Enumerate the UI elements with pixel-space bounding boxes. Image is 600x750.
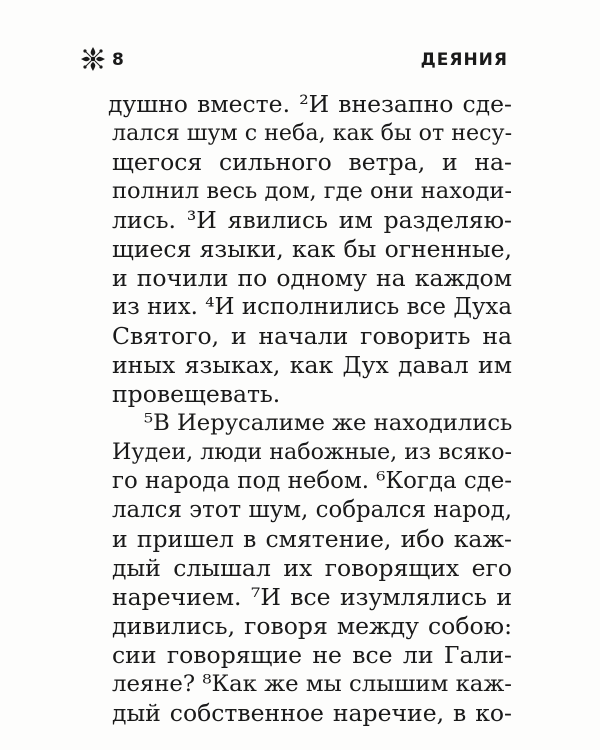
text-line: полнил весь дом, где они находи- xyxy=(112,178,512,204)
text-line: ⁵В Иерусалиме же находились xyxy=(144,410,513,436)
text-line: сии говорящие не все ли Гали- xyxy=(112,641,512,669)
text-line: щегося сильного ветра, и на- xyxy=(112,148,512,176)
page-header xyxy=(78,44,508,74)
text-line: Иудеи, люди набожные, из всяко- xyxy=(112,439,512,465)
text-line: душно вместе. ²И внезапно сде- xyxy=(108,90,512,118)
text-line: леяне? ⁸Как же мы слышим каж- xyxy=(112,671,512,697)
text-line: наречием. ⁷И все изумлялись и xyxy=(112,583,512,611)
page-number: 8 xyxy=(112,50,125,70)
text-line: лался шум с неба, как бы от несу- xyxy=(112,120,513,146)
text-line: и пришел в смятение, ибо каж- xyxy=(112,525,512,553)
text-line: лался этот шум, собрался народ, xyxy=(112,497,512,523)
text-line: провещевать. xyxy=(112,380,281,408)
ornament-icon xyxy=(78,44,108,74)
paragraph xyxy=(108,90,513,409)
text-line: го народа под небом. ⁶Когда сде- xyxy=(112,468,512,494)
text-line: и почили по одному на каждом xyxy=(112,264,512,292)
text-line: дивились, говоря между собою: xyxy=(112,612,512,640)
text-line: дый собственное наречие, в ко- xyxy=(112,699,512,727)
text-line: иных языках, как Дух давал им xyxy=(112,351,512,379)
paragraph xyxy=(112,409,512,728)
text-line: из них. ⁴И исполнились все Духа xyxy=(112,294,512,320)
running-title: ДЕЯНИЯ xyxy=(420,50,508,70)
text-line: Святого, и начали говорить на xyxy=(112,322,512,350)
text-line: дый слышал их говорящих его xyxy=(112,554,512,582)
text-line: лись. ³И явились им разделяю- xyxy=(112,206,512,234)
text-line: щиеся языки, как бы огненные, xyxy=(112,235,512,263)
body-text xyxy=(108,90,513,728)
